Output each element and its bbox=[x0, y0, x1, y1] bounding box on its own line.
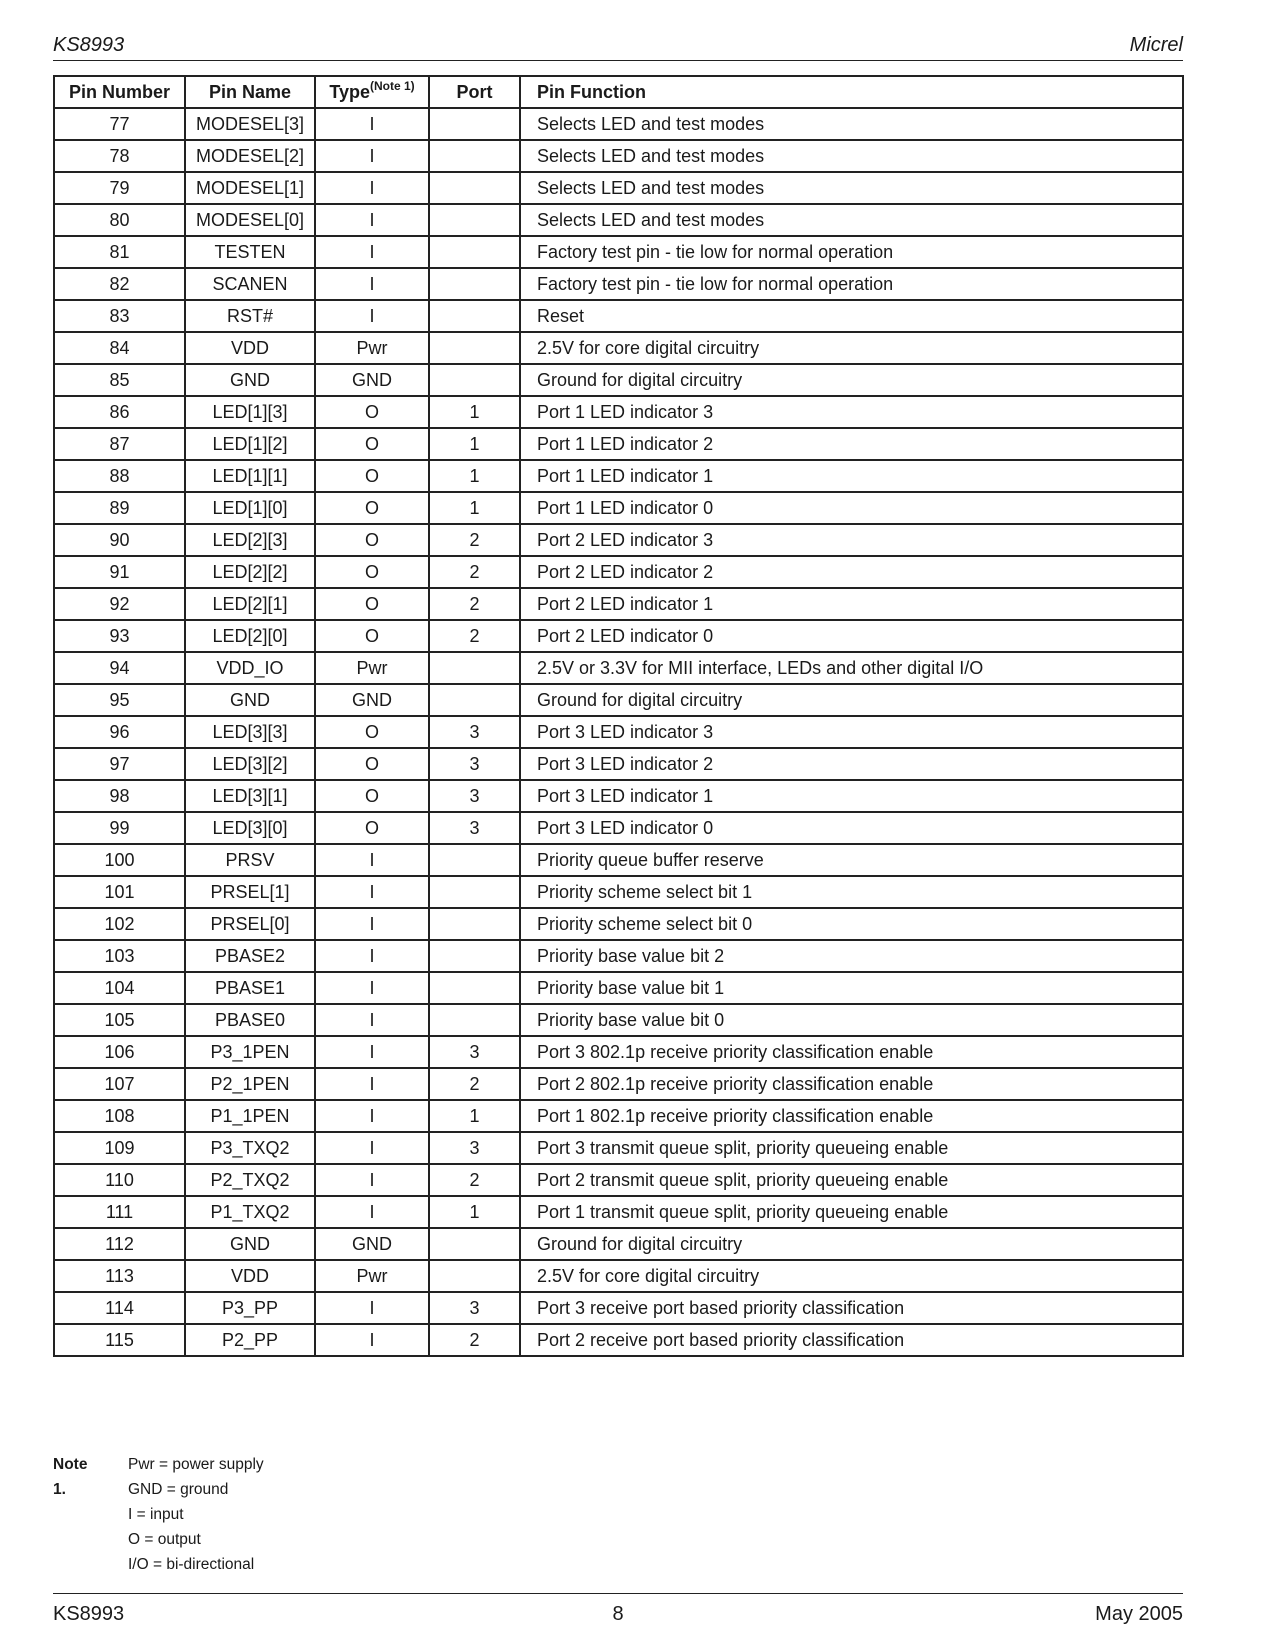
table-row bbox=[54, 524, 1183, 556]
pin-function-cell: Port 3 LED indicator 0 bbox=[520, 812, 1183, 844]
table-row bbox=[54, 876, 1183, 908]
pin-port-cell bbox=[429, 268, 520, 300]
pin-function-cell: Priority base value bit 2 bbox=[520, 940, 1183, 972]
pin-name-cell: LED[2][1] bbox=[185, 588, 315, 620]
pin-name-cell: LED[2][3] bbox=[185, 524, 315, 556]
pin-function-cell: Priority base value bit 0 bbox=[520, 1004, 1183, 1036]
table-header-row bbox=[54, 76, 1183, 108]
pin-function-cell: 2.5V for core digital circuitry bbox=[520, 1260, 1183, 1292]
pin-name-cell: MODESEL[2] bbox=[185, 140, 315, 172]
pin-type-cell: I bbox=[315, 108, 429, 140]
pin-port-cell bbox=[429, 652, 520, 684]
pin-function-cell: Selects LED and test modes bbox=[520, 204, 1183, 236]
pin-name-cell: GND bbox=[185, 1228, 315, 1260]
pin-function-cell: Ground for digital circuitry bbox=[520, 364, 1183, 396]
note-text: O = output bbox=[128, 1531, 201, 1548]
pin-name-cell: P1_1PEN bbox=[185, 1100, 315, 1132]
table-row bbox=[54, 1292, 1183, 1324]
pin-port-cell bbox=[429, 172, 520, 204]
pin-number-cell: 100 bbox=[54, 844, 185, 876]
pin-number-cell: 102 bbox=[54, 908, 185, 940]
pin-type-cell: O bbox=[315, 492, 429, 524]
pin-function-cell: Port 1 LED indicator 3 bbox=[520, 396, 1183, 428]
table-row bbox=[54, 1260, 1183, 1292]
pin-function-cell: Selects LED and test modes bbox=[520, 140, 1183, 172]
pin-type-cell: I bbox=[315, 1036, 429, 1068]
col-header-type-label: Type bbox=[329, 82, 370, 102]
pin-port-cell bbox=[429, 908, 520, 940]
header-doc-id: KS8993 bbox=[53, 34, 125, 56]
col-header-pin-function: Pin Function bbox=[520, 76, 1183, 108]
pin-number-cell: 98 bbox=[54, 780, 185, 812]
pin-port-cell bbox=[429, 844, 520, 876]
pin-port-cell: 3 bbox=[429, 1292, 520, 1324]
pin-port-cell: 2 bbox=[429, 1324, 520, 1356]
pin-function-cell: Port 3 LED indicator 2 bbox=[520, 748, 1183, 780]
pin-name-cell: LED[1][1] bbox=[185, 460, 315, 492]
pin-type-cell: I bbox=[315, 1324, 429, 1356]
pin-name-cell: P2_PP bbox=[185, 1324, 315, 1356]
pin-function-cell: Port 2 receive port based priority classification bbox=[520, 1324, 1183, 1356]
table-row bbox=[54, 1004, 1183, 1036]
pin-number-cell: 96 bbox=[54, 716, 185, 748]
pin-function-cell: Port 1 LED indicator 2 bbox=[520, 428, 1183, 460]
pin-name-cell: TESTEN bbox=[185, 236, 315, 268]
pin-function-cell: Port 2 LED indicator 1 bbox=[520, 588, 1183, 620]
pin-function-cell: Port 3 LED indicator 1 bbox=[520, 780, 1183, 812]
pin-type-cell: O bbox=[315, 428, 429, 460]
pin-name-cell: PRSV bbox=[185, 844, 315, 876]
pin-port-cell: 3 bbox=[429, 780, 520, 812]
pin-name-cell: LED[1][2] bbox=[185, 428, 315, 460]
pin-function-cell: Port 1 transmit queue split, priority queueing enable bbox=[520, 1196, 1183, 1228]
pin-type-cell: I bbox=[315, 1004, 429, 1036]
pin-number-cell: 101 bbox=[54, 876, 185, 908]
pin-port-cell bbox=[429, 364, 520, 396]
pin-type-cell: O bbox=[315, 812, 429, 844]
pin-function-cell: Port 1 LED indicator 1 bbox=[520, 460, 1183, 492]
pin-name-cell: MODESEL[3] bbox=[185, 108, 315, 140]
pin-type-cell: Pwr bbox=[315, 332, 429, 364]
pin-name-cell: P2_TXQ2 bbox=[185, 1164, 315, 1196]
pin-type-cell: I bbox=[315, 1100, 429, 1132]
pin-function-cell: Port 1 LED indicator 0 bbox=[520, 492, 1183, 524]
table-row bbox=[54, 780, 1183, 812]
table-row bbox=[54, 684, 1183, 716]
pin-number-cell: 97 bbox=[54, 748, 185, 780]
pin-number-cell: 81 bbox=[54, 236, 185, 268]
table-row bbox=[54, 812, 1183, 844]
pin-port-cell: 2 bbox=[429, 556, 520, 588]
pin-number-cell: 115 bbox=[54, 1324, 185, 1356]
table-row bbox=[54, 396, 1183, 428]
pin-type-cell: I bbox=[315, 940, 429, 972]
pin-type-cell: Pwr bbox=[315, 652, 429, 684]
pin-name-cell: P3_PP bbox=[185, 1292, 315, 1324]
pin-name-cell: LED[1][3] bbox=[185, 396, 315, 428]
note-text: GND = ground bbox=[128, 1481, 229, 1498]
table-row bbox=[54, 620, 1183, 652]
pin-function-cell: 2.5V for core digital circuitry bbox=[520, 332, 1183, 364]
pin-name-cell: RST# bbox=[185, 300, 315, 332]
pin-number-cell: 109 bbox=[54, 1132, 185, 1164]
pin-port-cell bbox=[429, 940, 520, 972]
pin-table bbox=[53, 75, 1184, 1357]
pin-function-cell: Priority queue buffer reserve bbox=[520, 844, 1183, 876]
pin-function-cell: Ground for digital circuitry bbox=[520, 1228, 1183, 1260]
pin-name-cell: P2_1PEN bbox=[185, 1068, 315, 1100]
pin-type-cell: I bbox=[315, 236, 429, 268]
pin-name-cell: LED[2][2] bbox=[185, 556, 315, 588]
pin-number-cell: 95 bbox=[54, 684, 185, 716]
pin-type-cell: O bbox=[315, 620, 429, 652]
pin-port-cell: 1 bbox=[429, 1100, 520, 1132]
pin-number-cell: 110 bbox=[54, 1164, 185, 1196]
pin-type-cell: I bbox=[315, 876, 429, 908]
pin-name-cell: MODESEL[0] bbox=[185, 204, 315, 236]
pin-number-cell: 113 bbox=[54, 1260, 185, 1292]
pin-number-cell: 105 bbox=[54, 1004, 185, 1036]
pin-number-cell: 84 bbox=[54, 332, 185, 364]
pin-name-cell: GND bbox=[185, 364, 315, 396]
pin-function-cell: Factory test pin - tie low for normal operation bbox=[520, 268, 1183, 300]
pin-number-cell: 83 bbox=[54, 300, 185, 332]
pin-number-cell: 89 bbox=[54, 492, 185, 524]
table-row bbox=[54, 204, 1183, 236]
table-row bbox=[54, 972, 1183, 1004]
note-label: Note 1. bbox=[53, 1456, 88, 1498]
pin-type-cell: I bbox=[315, 172, 429, 204]
pin-port-cell: 2 bbox=[429, 524, 520, 556]
pin-port-cell: 1 bbox=[429, 1196, 520, 1228]
pin-port-cell: 1 bbox=[429, 396, 520, 428]
pin-number-cell: 77 bbox=[54, 108, 185, 140]
pin-name-cell: MODESEL[1] bbox=[185, 172, 315, 204]
table-row bbox=[54, 1068, 1183, 1100]
table-row bbox=[54, 332, 1183, 364]
pin-port-cell bbox=[429, 1228, 520, 1260]
table-row bbox=[54, 1324, 1183, 1356]
pin-name-cell: GND bbox=[185, 684, 315, 716]
table-row bbox=[54, 300, 1183, 332]
pin-name-cell: VDD bbox=[185, 332, 315, 364]
pin-number-cell: 92 bbox=[54, 588, 185, 620]
pin-name-cell: SCANEN bbox=[185, 268, 315, 300]
pin-type-cell: GND bbox=[315, 364, 429, 396]
pin-type-cell: I bbox=[315, 1164, 429, 1196]
pin-name-cell: PRSEL[0] bbox=[185, 908, 315, 940]
pin-name-cell: LED[3][0] bbox=[185, 812, 315, 844]
pin-function-cell: Port 3 receive port based priority classification bbox=[520, 1292, 1183, 1324]
pin-function-cell: Port 2 802.1p receive priority classification enable bbox=[520, 1068, 1183, 1100]
pin-name-cell: PRSEL[1] bbox=[185, 876, 315, 908]
table-row bbox=[54, 364, 1183, 396]
pin-type-cell: I bbox=[315, 972, 429, 1004]
table-row bbox=[54, 588, 1183, 620]
pin-function-cell: Port 1 802.1p receive priority classification enable bbox=[520, 1100, 1183, 1132]
table-row bbox=[54, 268, 1183, 300]
pin-port-cell bbox=[429, 684, 520, 716]
pin-function-cell: Priority scheme select bit 0 bbox=[520, 908, 1183, 940]
pin-port-cell: 2 bbox=[429, 588, 520, 620]
pin-port-cell: 3 bbox=[429, 748, 520, 780]
col-header-port: Port bbox=[429, 76, 520, 108]
table-row bbox=[54, 492, 1183, 524]
pin-number-cell: 107 bbox=[54, 1068, 185, 1100]
pin-port-cell: 3 bbox=[429, 812, 520, 844]
pin-function-cell: Priority scheme select bit 1 bbox=[520, 876, 1183, 908]
pin-type-cell: I bbox=[315, 1132, 429, 1164]
pin-name-cell: LED[3][3] bbox=[185, 716, 315, 748]
table-row bbox=[54, 908, 1183, 940]
note-text: I = input bbox=[128, 1506, 184, 1523]
pin-number-cell: 99 bbox=[54, 812, 185, 844]
pin-function-cell: Ground for digital circuitry bbox=[520, 684, 1183, 716]
pin-port-cell bbox=[429, 140, 520, 172]
pin-name-cell: VDD bbox=[185, 1260, 315, 1292]
pin-port-cell: 2 bbox=[429, 620, 520, 652]
pin-port-cell bbox=[429, 1260, 520, 1292]
footer-page-number: 8 bbox=[612, 1603, 624, 1625]
table-row bbox=[54, 1036, 1183, 1068]
pin-port-cell bbox=[429, 300, 520, 332]
pin-name-cell: LED[2][0] bbox=[185, 620, 315, 652]
header-company: Micrel bbox=[1129, 34, 1183, 56]
pin-type-cell: O bbox=[315, 748, 429, 780]
pin-name-cell: LED[1][0] bbox=[185, 492, 315, 524]
pin-type-cell: I bbox=[315, 140, 429, 172]
pin-port-cell: 3 bbox=[429, 1036, 520, 1068]
pin-type-cell: I bbox=[315, 844, 429, 876]
pin-type-cell: O bbox=[315, 396, 429, 428]
pin-port-cell bbox=[429, 204, 520, 236]
pin-name-cell: P3_1PEN bbox=[185, 1036, 315, 1068]
pin-type-cell: I bbox=[315, 908, 429, 940]
pin-function-cell: Port 2 transmit queue split, priority queueing enable bbox=[520, 1164, 1183, 1196]
pin-function-cell: Selects LED and test modes bbox=[520, 108, 1183, 140]
table-row bbox=[54, 1164, 1183, 1196]
header-rule bbox=[53, 60, 1183, 61]
pin-type-cell: O bbox=[315, 460, 429, 492]
col-header-pin-number: Pin Number bbox=[54, 76, 185, 108]
pin-number-cell: 87 bbox=[54, 428, 185, 460]
pin-name-cell: PBASE0 bbox=[185, 1004, 315, 1036]
pin-number-cell: 91 bbox=[54, 556, 185, 588]
table-row bbox=[54, 940, 1183, 972]
note-text: Pwr = power supply bbox=[128, 1456, 264, 1473]
pin-type-cell: O bbox=[315, 588, 429, 620]
pin-type-cell: GND bbox=[315, 1228, 429, 1260]
pin-number-cell: 94 bbox=[54, 652, 185, 684]
table-row bbox=[54, 556, 1183, 588]
table-row bbox=[54, 428, 1183, 460]
pin-type-cell: GND bbox=[315, 684, 429, 716]
pin-port-cell: 3 bbox=[429, 716, 520, 748]
table-row bbox=[54, 716, 1183, 748]
pin-number-cell: 114 bbox=[54, 1292, 185, 1324]
pin-type-cell: I bbox=[315, 268, 429, 300]
table-row bbox=[54, 1100, 1183, 1132]
pin-type-cell: O bbox=[315, 716, 429, 748]
pin-port-cell bbox=[429, 332, 520, 364]
col-header-pin-name: Pin Name bbox=[185, 76, 315, 108]
note-text: I/O = bi-directional bbox=[128, 1556, 255, 1573]
pin-number-cell: 78 bbox=[54, 140, 185, 172]
pin-number-cell: 106 bbox=[54, 1036, 185, 1068]
pin-name-cell: LED[3][1] bbox=[185, 780, 315, 812]
table-row bbox=[54, 652, 1183, 684]
pin-port-cell: 1 bbox=[429, 460, 520, 492]
col-header-type bbox=[315, 76, 429, 108]
pin-type-cell: Pwr bbox=[315, 1260, 429, 1292]
pin-type-cell: I bbox=[315, 1196, 429, 1228]
pin-number-cell: 111 bbox=[54, 1196, 185, 1228]
pin-port-cell bbox=[429, 876, 520, 908]
table-row bbox=[54, 1132, 1183, 1164]
pin-name-cell: PBASE1 bbox=[185, 972, 315, 1004]
table-row bbox=[54, 748, 1183, 780]
footer-rule bbox=[53, 1593, 1183, 1594]
pin-number-cell: 85 bbox=[54, 364, 185, 396]
pin-name-cell: P3_TXQ2 bbox=[185, 1132, 315, 1164]
pin-name-cell: PBASE2 bbox=[185, 940, 315, 972]
pin-type-cell: I bbox=[315, 1292, 429, 1324]
pin-name-cell: P1_TXQ2 bbox=[185, 1196, 315, 1228]
pin-name-cell: VDD_IO bbox=[185, 652, 315, 684]
pin-port-cell bbox=[429, 972, 520, 1004]
footer-date: May 2005 bbox=[1095, 1603, 1183, 1625]
pin-type-cell: I bbox=[315, 204, 429, 236]
pin-number-cell: 88 bbox=[54, 460, 185, 492]
pin-type-cell: O bbox=[315, 524, 429, 556]
table-row bbox=[54, 140, 1183, 172]
pin-number-cell: 86 bbox=[54, 396, 185, 428]
pin-port-cell: 1 bbox=[429, 492, 520, 524]
pin-number-cell: 79 bbox=[54, 172, 185, 204]
footer-doc-id: KS8993 bbox=[53, 1603, 125, 1625]
pin-function-cell: Port 2 LED indicator 2 bbox=[520, 556, 1183, 588]
pin-type-cell: I bbox=[315, 300, 429, 332]
table-row bbox=[54, 460, 1183, 492]
type-note-ref: (Note 1) bbox=[370, 79, 415, 93]
pin-function-cell: Selects LED and test modes bbox=[520, 172, 1183, 204]
table-row bbox=[54, 172, 1183, 204]
pin-table-body bbox=[54, 108, 1183, 1356]
pin-number-cell: 82 bbox=[54, 268, 185, 300]
table-row bbox=[54, 844, 1183, 876]
pin-port-cell: 3 bbox=[429, 1132, 520, 1164]
pin-function-cell: Port 3 802.1p receive priority classification enable bbox=[520, 1036, 1183, 1068]
pin-function-cell: Priority base value bit 1 bbox=[520, 972, 1183, 1004]
pin-port-cell: 2 bbox=[429, 1164, 520, 1196]
pin-port-cell: 2 bbox=[429, 1068, 520, 1100]
pin-function-cell: Reset bbox=[520, 300, 1183, 332]
table-row bbox=[54, 1228, 1183, 1260]
pin-port-cell bbox=[429, 1004, 520, 1036]
table-row bbox=[54, 1196, 1183, 1228]
pin-number-cell: 112 bbox=[54, 1228, 185, 1260]
pin-port-cell: 1 bbox=[429, 428, 520, 460]
pin-number-cell: 108 bbox=[54, 1100, 185, 1132]
pin-type-cell: I bbox=[315, 1068, 429, 1100]
pin-function-cell: Port 3 LED indicator 3 bbox=[520, 716, 1183, 748]
pin-function-cell: Factory test pin - tie low for normal operation bbox=[520, 236, 1183, 268]
pin-function-cell: Port 2 LED indicator 0 bbox=[520, 620, 1183, 652]
pin-port-cell bbox=[429, 108, 520, 140]
table-row bbox=[54, 236, 1183, 268]
pin-type-cell: O bbox=[315, 556, 429, 588]
pin-port-cell bbox=[429, 236, 520, 268]
pin-function-cell: Port 2 LED indicator 3 bbox=[520, 524, 1183, 556]
pin-number-cell: 80 bbox=[54, 204, 185, 236]
table-row bbox=[54, 108, 1183, 140]
pin-type-cell: O bbox=[315, 780, 429, 812]
pin-number-cell: 104 bbox=[54, 972, 185, 1004]
pin-number-cell: 103 bbox=[54, 940, 185, 972]
pin-number-cell: 90 bbox=[54, 524, 185, 556]
pin-name-cell: LED[3][2] bbox=[185, 748, 315, 780]
pin-function-cell: Port 3 transmit queue split, priority queueing enable bbox=[520, 1132, 1183, 1164]
pin-number-cell: 93 bbox=[54, 620, 185, 652]
pin-function-cell: 2.5V or 3.3V for MII interface, LEDs and other digital I/O bbox=[520, 652, 1183, 684]
